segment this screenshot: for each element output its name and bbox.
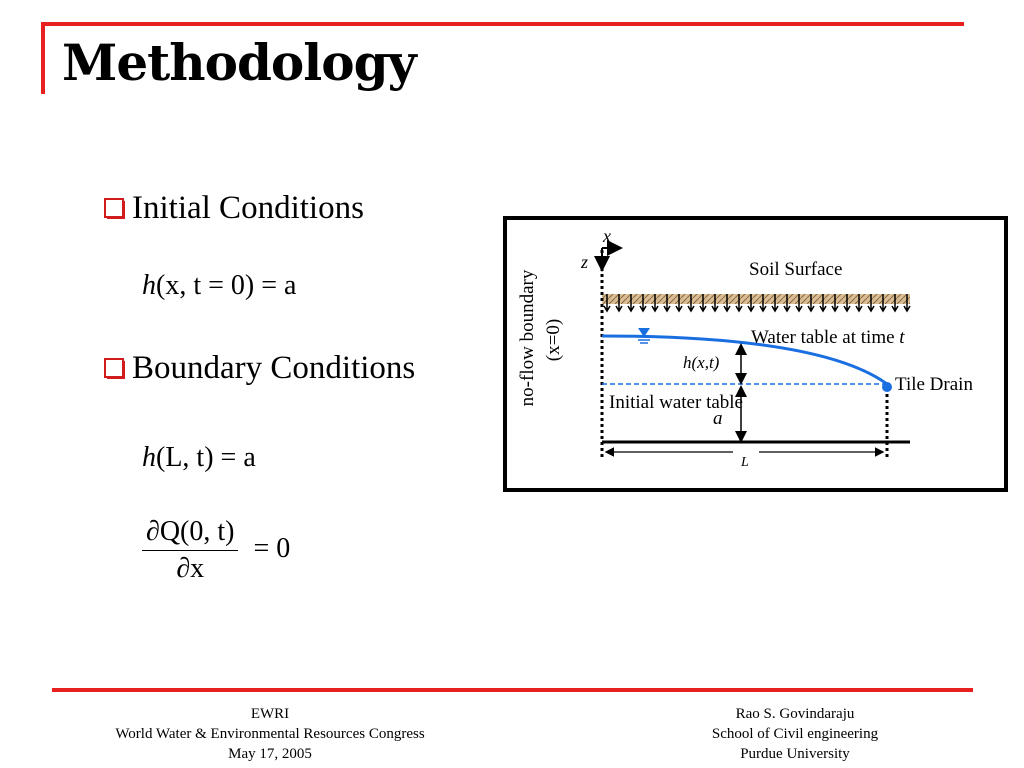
equation-initial — [142, 272, 296, 300]
tile-drain-label: Tile Drain — [895, 374, 973, 395]
footer-left-line-1: EWRI — [250, 706, 290, 722]
equation-numerator: ∂Q(0, t) — [142, 518, 238, 551]
slide-title: Methodology — [62, 33, 416, 92]
footer-accent-line — [52, 688, 973, 692]
footer-left-line-2: World Water & Environmental Resources Congress — [115, 726, 425, 742]
no-flow-line2: (x=0) — [543, 318, 564, 362]
footer-left — [60, 704, 480, 764]
equation-boundary1-h: h — [142, 442, 156, 473]
equation-fraction — [142, 518, 238, 583]
drainage-diagram-svg — [507, 220, 1004, 488]
axis-z-label: z — [581, 252, 589, 272]
checkbox-bullet-icon — [104, 198, 124, 218]
footer-right-line-2: School of Civil engineering — [711, 726, 879, 742]
axis-x-label: x — [603, 226, 611, 246]
bullet-initial-label: Initial Conditions — [132, 190, 364, 226]
soil-surface-hatch — [602, 294, 910, 304]
drainage-diagram — [503, 216, 1008, 492]
title-accent-left-line — [41, 22, 45, 94]
equation-boundary1-args: (L, t) = a — [156, 442, 256, 473]
a-label: a — [713, 408, 723, 429]
checkbox-bullet-icon — [104, 358, 124, 378]
equation-initial-args: (x, t = 0) = a — [156, 270, 297, 301]
footer-right — [640, 704, 950, 764]
h-label: h(x,t) — [683, 353, 720, 372]
bullet-initial-conditions — [104, 192, 364, 225]
equation-initial-h: h — [142, 270, 156, 301]
initial-water-table-label: Initial water table — [609, 392, 743, 413]
L-label: L — [741, 455, 749, 470]
footer-right-line-3: Purdue University — [740, 746, 850, 762]
bullet-boundary-label: Boundary Conditions — [132, 350, 416, 386]
no-flow-line1: no-flow boundary — [517, 269, 538, 407]
axes — [580, 226, 619, 272]
water-table-label — [751, 327, 905, 348]
bullet-boundary-conditions — [104, 352, 415, 385]
tile-drain-icon — [882, 382, 892, 392]
water-table-label-t: t — [899, 327, 905, 348]
equation-denominator: ∂x — [176, 553, 205, 584]
equation-boundary-2 — [142, 518, 290, 583]
water-table-label-text: Water table at time — [751, 327, 895, 348]
no-flow-boundary-label — [517, 269, 564, 406]
title-accent-line — [41, 22, 964, 26]
soil-surface-label: Soil Surface — [749, 259, 843, 280]
footer-right-line-1: Rao S. Govindaraju — [735, 706, 855, 722]
footer-left-line-3: May 17, 2005 — [228, 746, 312, 762]
equation-rhs: = 0 — [253, 532, 291, 564]
equation-boundary-1 — [142, 444, 256, 472]
